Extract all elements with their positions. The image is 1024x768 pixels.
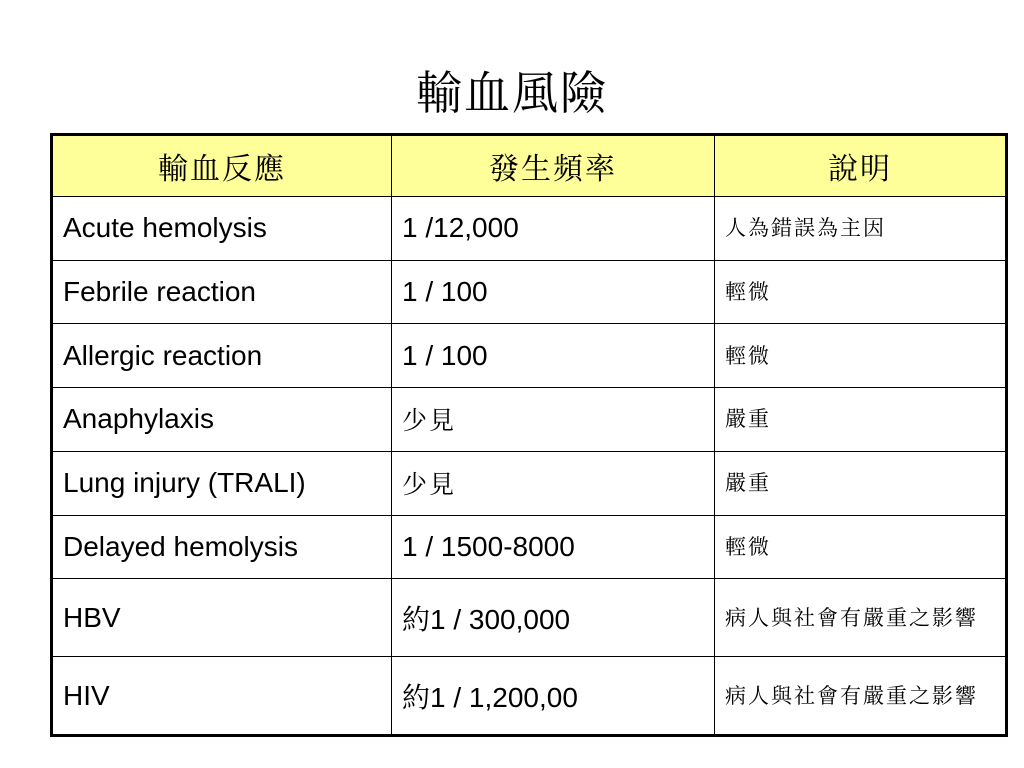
reaction-cell: Febrile reaction <box>52 260 392 324</box>
note-cell: 人為錯誤為主因 <box>715 197 1007 261</box>
reaction-cell: Anaphylaxis <box>52 388 392 452</box>
note-cell: 輕微 <box>715 260 1007 324</box>
note-cell: 嚴重 <box>715 388 1007 452</box>
reaction-cell: HIV <box>52 657 392 736</box>
table-row <box>52 657 1007 736</box>
reaction-cell: Allergic reaction <box>52 324 392 388</box>
transfusion-risk-table <box>50 133 1008 737</box>
frequency-cell: 少見 <box>392 451 715 515</box>
table-row <box>52 260 1007 324</box>
frequency-cell: 少見 <box>392 388 715 452</box>
table-row <box>52 197 1007 261</box>
note-cell: 病人與社會有嚴重之影響 <box>715 657 1007 736</box>
reaction-cell: HBV <box>52 579 392 657</box>
note-cell: 輕微 <box>715 324 1007 388</box>
header-reaction: 輸血反應 <box>52 135 392 197</box>
table-row <box>52 515 1007 579</box>
frequency-cell: 1 /12,000 <box>392 197 715 261</box>
table-row <box>52 324 1007 388</box>
frequency-cell: 約1 / 300,000 <box>392 579 715 657</box>
table-row <box>52 579 1007 657</box>
reaction-cell: Lung injury (TRALI) <box>52 451 392 515</box>
note-cell: 病人與社會有嚴重之影響 <box>715 579 1007 657</box>
reaction-cell: Acute hemolysis <box>52 197 392 261</box>
note-cell: 輕微 <box>715 515 1007 579</box>
table-header-row <box>52 135 1007 197</box>
page-title: 輸血風險 <box>416 66 608 120</box>
reaction-cell: Delayed hemolysis <box>52 515 392 579</box>
frequency-cell: 1 / 1500-8000 <box>392 515 715 579</box>
header-frequency: 發生頻率 <box>392 135 715 197</box>
frequency-cell: 1 / 100 <box>392 324 715 388</box>
header-note: 說明 <box>715 135 1007 197</box>
table-row <box>52 388 1007 452</box>
table-row <box>52 451 1007 515</box>
note-cell: 嚴重 <box>715 451 1007 515</box>
frequency-cell: 1 / 100 <box>392 260 715 324</box>
frequency-cell: 約1 / 1,200,00 <box>392 657 715 736</box>
